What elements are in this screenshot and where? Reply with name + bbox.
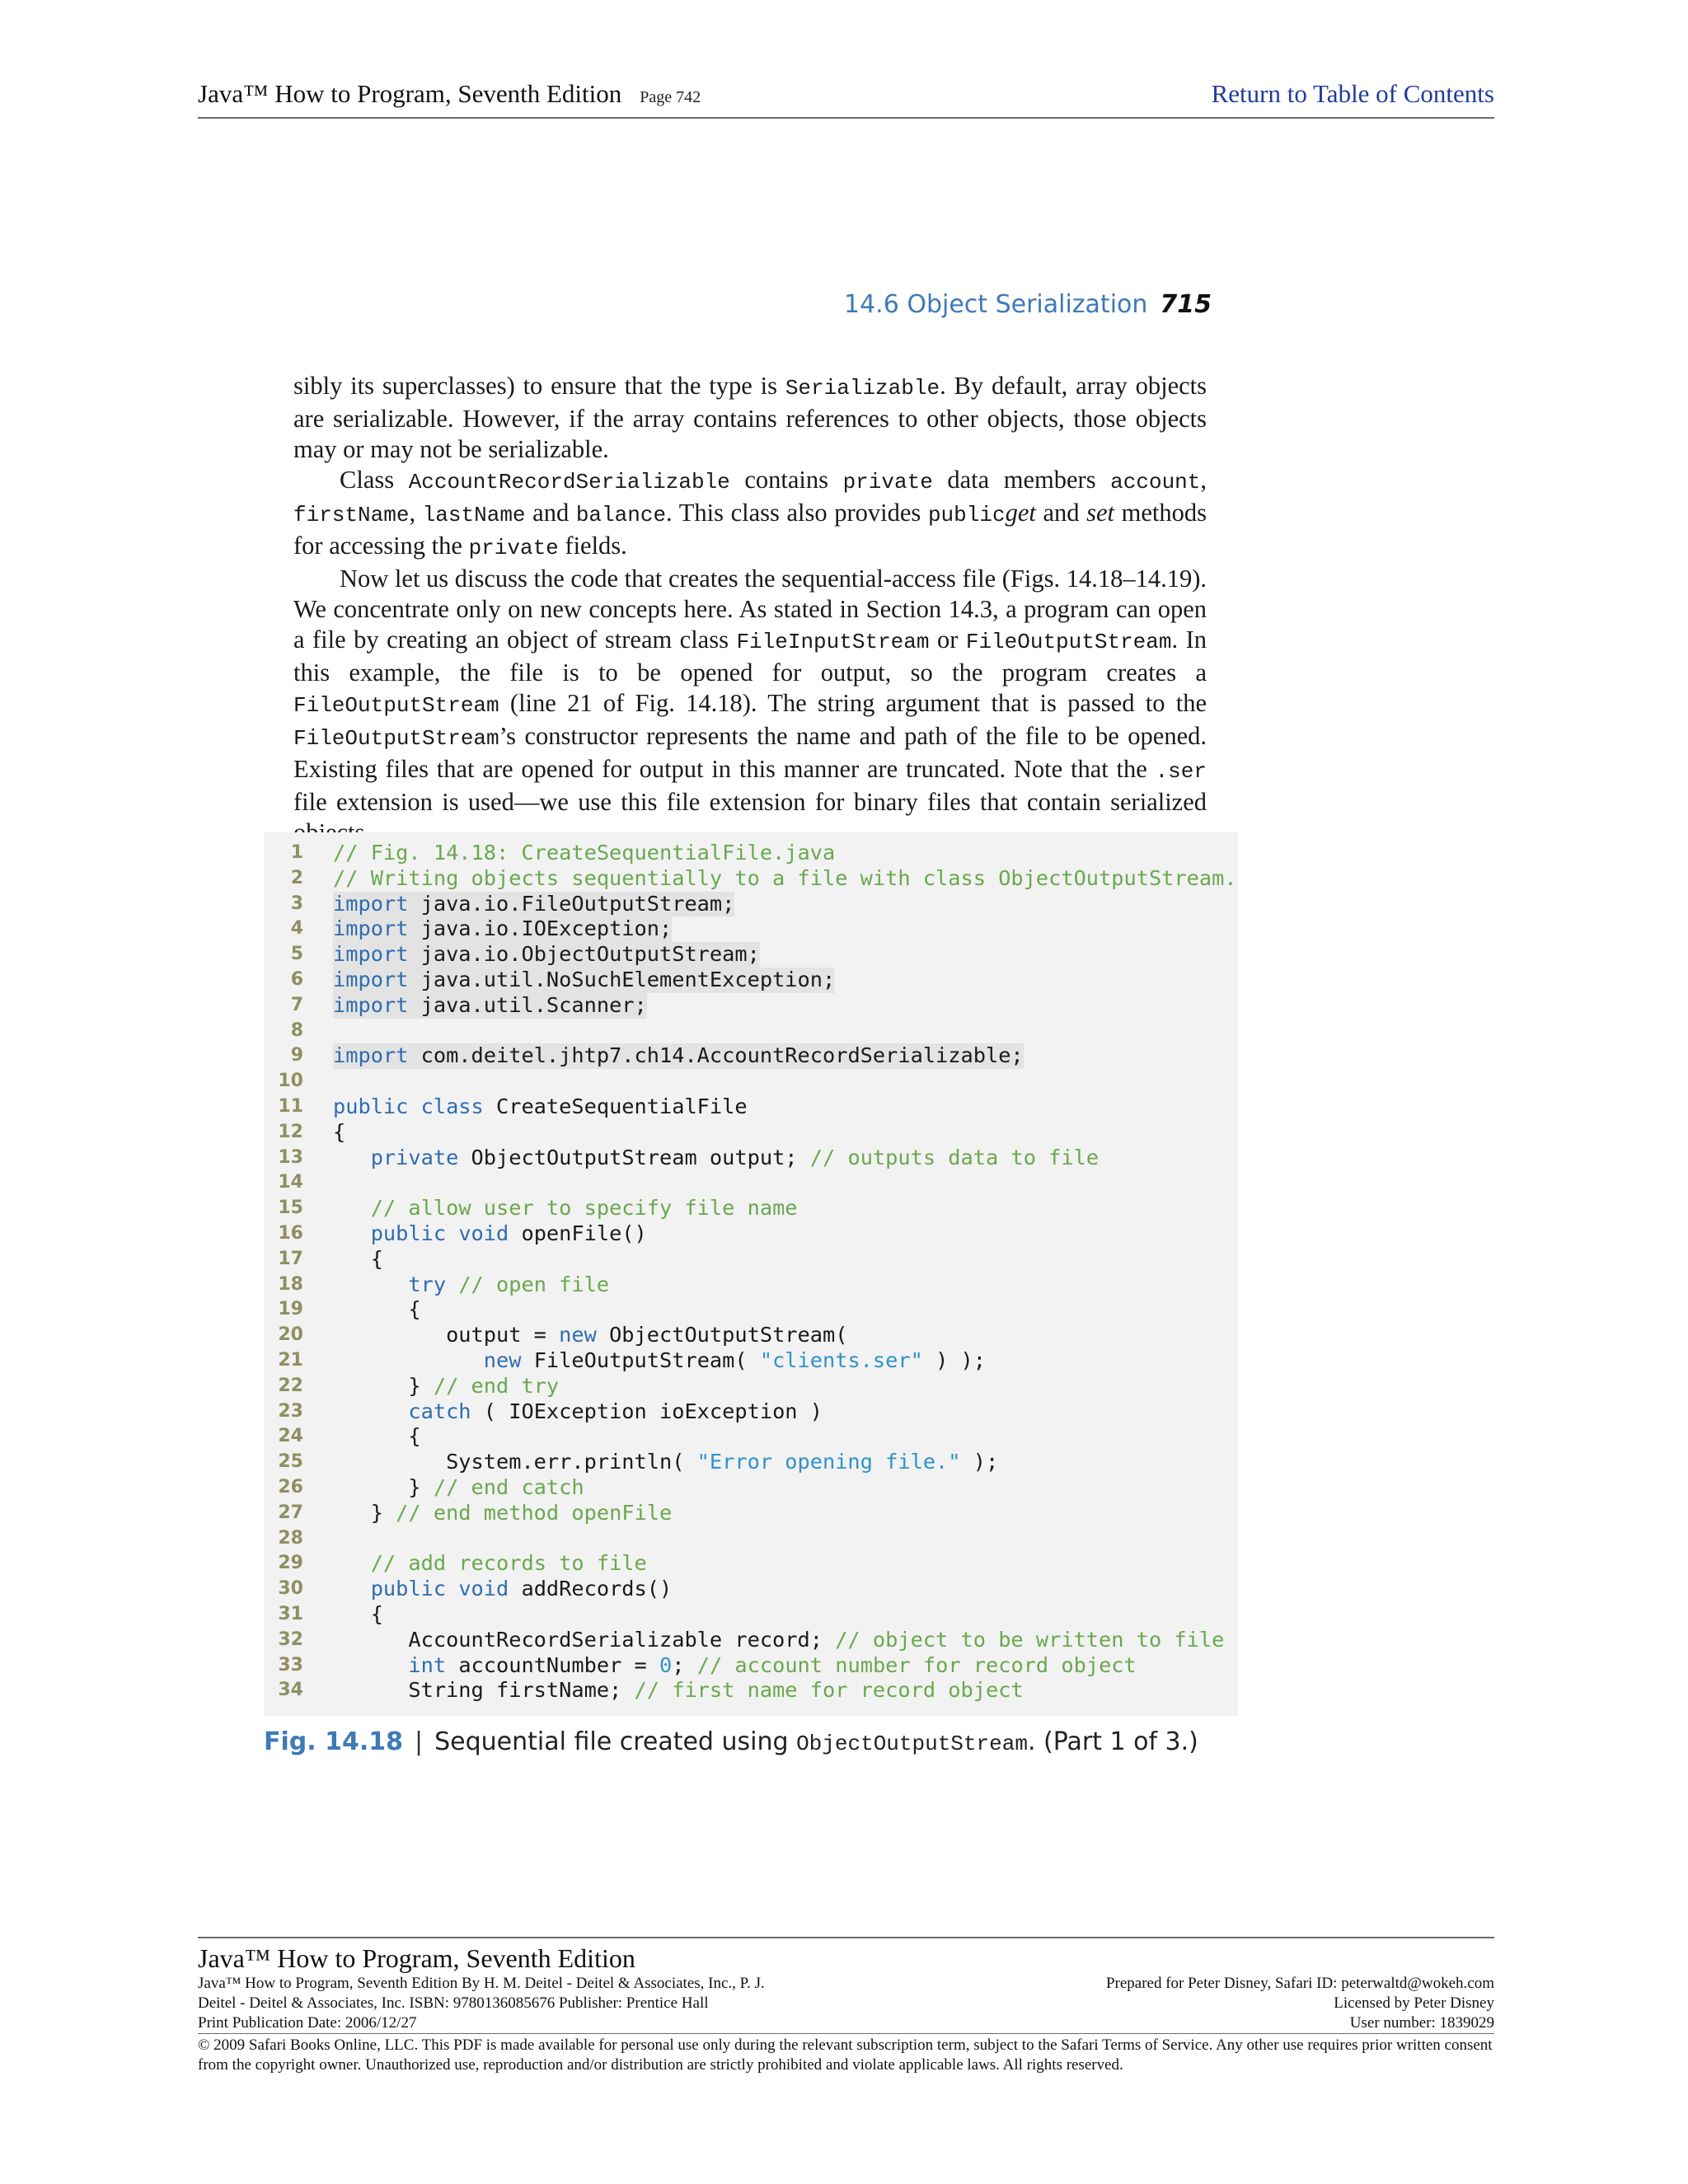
line-number: 23 [278,1400,303,1422]
code-line [264,1475,1238,1501]
inline-code: balance [575,503,667,527]
code-token: ); [960,1450,999,1474]
line-number: 29 [278,1553,303,1574]
code-token: output = [333,1323,560,1347]
inline-code: FileInputStream [736,630,930,654]
code-line [264,1577,1238,1602]
code-line [264,1272,1238,1298]
code-keyword: import [333,916,409,941]
code-line [264,1323,1238,1348]
code-line [264,1653,1238,1679]
footer-left [198,1974,940,2033]
line-number: 14 [278,1172,303,1193]
code-text [333,968,835,993]
caption-text-after: . (Part 1 of 3.) [1027,1727,1198,1756]
code-line [264,1019,1238,1044]
inline-code: .ser [1155,759,1207,784]
code-text [333,1577,672,1602]
code-token: { [333,1119,346,1144]
paragraph-1 [293,371,1207,465]
book-title-header [198,79,701,109]
code-comment: // Fig. 14.18: CreateSequentialFile.java [333,841,836,865]
text-run: and [525,499,576,527]
line-number: 2 [290,867,303,888]
footer-right [917,1974,1494,2033]
text-run: contains [729,466,843,494]
code-text [333,1602,383,1628]
code-comment: // add records to file [370,1551,647,1576]
code-line [264,1678,1238,1704]
text-run: and [1035,499,1087,527]
code-keyword: import [333,992,409,1017]
text-run: fields. [558,532,627,560]
code-text [333,1272,609,1298]
code-token [333,1653,408,1677]
line-number: 20 [278,1324,303,1346]
code-keyword: import [333,942,409,967]
code-token: java.io.IOException; [408,916,673,941]
code-text [333,1551,647,1577]
code-line [264,993,1238,1019]
code-line [264,1374,1238,1399]
text-run: ’s constructor represents the name and path of the file to be opened. Existing files that are opened for output in this manner are truncated. Note that the [293,722,1207,783]
code-comment: // first name for record object [634,1678,1024,1703]
code-token: CreateSequentialFile [483,1094,748,1118]
line-number: 1 [290,842,303,863]
code-line [264,1221,1238,1247]
code-line [264,1170,1238,1196]
figure-caption [264,1727,1198,1756]
code-token: ) ); [922,1347,986,1372]
code-line [264,866,1238,892]
inline-code: AccountRecordSerializable [408,470,730,494]
page-number: 715 [1160,290,1212,319]
code-line [264,1501,1238,1526]
inline-code: Serializable [785,376,940,401]
line-number: 26 [278,1476,303,1497]
inline-code: FileOutputStream [293,693,499,718]
line-number: 30 [278,1578,303,1600]
code-comment: // open file [458,1272,610,1296]
line-number: 27 [278,1502,303,1523]
code-text [333,866,1237,892]
code-line [264,1043,1238,1069]
code-comment: // end try [433,1373,560,1398]
line-number: 10 [278,1071,303,1092]
code-line [264,1551,1238,1577]
code-line [264,1297,1238,1323]
figure-label: Fig. 14.18 [264,1727,403,1756]
code-text [333,1348,986,1374]
text-run: (line 21 of Fig. 14.18). The string argument that is passed to the [499,689,1207,717]
code-keyword: new [559,1323,597,1347]
emphasis-text: get [1005,499,1036,527]
code-token: FileOutputStream( [521,1347,760,1372]
code-text [333,1043,1024,1069]
code-token [333,1221,371,1245]
code-text [333,942,760,968]
code-token: { [333,1424,421,1449]
code-token: AccountRecordSerializable record; [333,1627,836,1652]
code-text [333,1450,998,1475]
code-keyword: public class [333,1094,484,1118]
code-line [264,1120,1238,1146]
code-token: java.util.Scanner; [408,992,647,1017]
inline-code: public [927,503,1006,527]
code-text [333,1146,1099,1171]
code-keyword: try [408,1272,447,1296]
code-text [333,1475,584,1501]
code-text [333,892,734,917]
line-number: 21 [278,1349,303,1371]
code-keyword: public void [370,1221,509,1245]
footer [198,1937,1494,2075]
line-number: 12 [278,1121,303,1142]
text-run: , [1200,466,1207,494]
code-text [333,1221,647,1247]
line-number: 5 [290,944,303,965]
line-number: 16 [278,1222,303,1244]
text-run: data members [932,466,1111,494]
code-token: openFile() [509,1221,647,1245]
code-line [264,841,1238,866]
code-text [333,1297,421,1323]
code-token [333,1146,371,1169]
line-number: 8 [290,1019,303,1041]
code-keyword: int [408,1652,447,1677]
code-token: ObjectOutputStream( [596,1323,848,1347]
code-listing [264,832,1238,1716]
line-number: 17 [278,1248,303,1269]
inline-code: FileOutputStream [293,726,499,751]
code-text [333,1094,748,1120]
copyright-notice: © 2009 Safari Books Online, LLC. This PDF is made available for personal use only during the relevant subscription term, subject to the Safari Terms of Service. Any other use requires prior written consent from the copyright owner. Unauthorized use, reproduction and/or distribution are strictly prohibited and violate applicable laws. All rights reserved. [198,2033,1494,2075]
code-keyword: private [370,1145,459,1169]
code-line [264,968,1238,993]
footer-info [198,1974,1494,2033]
code-literal: "Error opening file." [696,1450,961,1474]
code-text [333,1323,847,1348]
text-run: or [929,626,966,654]
book-title: Java™ How to Program, Seventh Edition [198,79,622,108]
text-run: methods for accessing the [293,499,1207,560]
code-text [333,1501,672,1526]
code-comment: // end catch [433,1474,584,1499]
body-text [293,371,1207,848]
inline-code: account [1110,470,1201,494]
line-number: 33 [278,1654,303,1675]
code-literal: "clients.ser" [759,1347,923,1372]
code-token [333,1272,408,1296]
code-token: ; [672,1652,697,1677]
code-token: System.err.println( [333,1450,697,1474]
code-token: java.io.FileOutputStream; [408,891,735,916]
code-line [264,1196,1238,1221]
text-run: Class [340,466,409,494]
code-token: { [333,1297,421,1322]
code-token: accountNumber = [446,1652,660,1677]
code-token [333,1577,371,1601]
inline-code: firstName [293,503,410,527]
line-number: 3 [290,893,303,914]
line-number: 31 [278,1603,303,1624]
running-header [824,290,1212,323]
code-lines [264,841,1238,1704]
footer-right-line: Prepared for Peter Disney, Safari ID: peterwaltd@wokeh.com [1105,1975,1494,1992]
code-line [264,1399,1238,1425]
code-line [264,916,1238,942]
inline-code: private [468,536,559,560]
footer-left-line: Java™ How to Program, Seventh Edition By H. M. Deitel - Deitel & Associates, Inc., P. J. [198,1975,765,1992]
line-number: 9 [290,1045,303,1066]
code-text [333,1196,798,1221]
code-text [333,1120,345,1146]
line-number: 13 [278,1146,303,1168]
code-keyword: public void [370,1577,509,1601]
code-token: ObjectOutputStream output; [458,1145,810,1169]
code-comment: // object to be written to file [835,1627,1225,1652]
page-label: Page 742 [640,88,701,106]
text-run: , [409,499,423,527]
text-run: Now let us discuss the code that creates the sequential-access file (Figs. 14.18–14.19). We concentrate only on new concepts here. As stated in Section 14.3, a program can open a file by creating an object of stream class [293,565,1207,654]
code-line [264,1628,1238,1653]
code-token: } [333,1474,434,1499]
caption-separator: | [414,1727,424,1756]
code-comment: // account number for record object [696,1652,1137,1677]
line-number: 25 [278,1451,303,1473]
code-text [333,993,647,1019]
code-token [333,1551,371,1575]
code-line [264,1424,1238,1450]
code-line [264,1247,1238,1272]
code-comment: // outputs data to file [809,1145,1100,1169]
line-number: 24 [278,1426,303,1447]
emphasis-text: set [1086,499,1115,527]
line-number: 19 [278,1299,303,1320]
code-token [333,1399,408,1423]
line-number: 34 [278,1680,303,1701]
footer-left-line: Deitel - Deitel & Associates, Inc. ISBN: 9780136085676 Publisher: Prentice Hall [198,1994,709,2012]
code-line [264,1348,1238,1374]
code-text [333,1653,1137,1679]
line-number: 15 [278,1197,303,1219]
code-token: String firstName; [333,1678,635,1703]
code-token: } [333,1373,434,1398]
inline-code: FileOutputStream [965,630,1172,654]
line-number: 4 [290,918,303,940]
caption-text-before: Sequential file created using [434,1727,797,1756]
code-token: ( IOException ioException ) [471,1399,823,1423]
code-comment: // Writing objects sequentially to a file with class ObjectOutputStream. [333,865,1237,890]
code-line [264,1602,1238,1628]
code-line [264,1146,1238,1171]
code-keyword: new [483,1347,522,1372]
code-keyword: catch [408,1399,471,1423]
code-text [333,1374,559,1399]
line-number: 28 [278,1527,303,1549]
caption-text [434,1727,1198,1756]
line-number: 7 [290,994,303,1015]
code-keyword: import [333,891,409,916]
code-token [333,1196,371,1220]
code-token: java.io.ObjectOutputStream; [408,942,760,967]
code-token: com.deitel.jhtp7.ch14.AccountRecordSerializable; [408,1043,1024,1068]
text-run: . In this example, the file is to be opened for output, so the program creates a [293,626,1207,687]
code-token [446,1272,458,1296]
code-keyword: import [333,1043,409,1068]
code-token: { [333,1601,383,1626]
paragraph-3 [293,564,1207,848]
inline-code: private [842,470,933,494]
inline-code: lastName [422,503,526,527]
code-text [333,1247,383,1272]
code-line [264,1526,1238,1552]
code-text [333,1678,1024,1704]
code-line [264,1450,1238,1475]
paragraph-2 [293,465,1207,564]
code-text [333,841,835,866]
line-number: 18 [278,1273,303,1295]
code-line [264,942,1238,968]
code-line [264,1069,1238,1094]
code-text [333,1628,1224,1653]
return-to-toc-link[interactable]: Return to Table of Contents [1211,79,1494,108]
section-title: 14.6 Object Serialization [844,290,1148,319]
line-number: 32 [278,1629,303,1650]
code-token [333,1348,484,1372]
line-number: 6 [290,968,303,990]
line-number: 11 [278,1095,303,1117]
code-text [333,1399,823,1425]
code-text [333,916,672,942]
code-token: java.util.NoSuchElementException; [408,967,836,991]
text-run: sibly its superclasses) to ensure that the type is [293,372,785,400]
footer-right-line: User number: 1839029 [1349,2014,1494,2032]
top-bar [198,76,1494,119]
caption-code: ObjectOutputStream [796,1732,1028,1756]
code-token: addRecords() [509,1577,673,1601]
code-line [264,892,1238,917]
footer-right-line: Licensed by Peter Disney [1334,1994,1494,2012]
line-number: 22 [278,1375,303,1396]
code-text [333,1424,421,1450]
code-line [264,1094,1238,1120]
footer-title: Java™ How to Program, Seventh Edition [198,1943,635,1973]
code-comment: // end method openFile [396,1500,673,1525]
text-run: . This class also provides [666,499,928,527]
code-keyword: import [333,967,409,991]
code-literal: 0 [659,1652,673,1677]
footer-left-line: Print Publication Date: 2006/12/27 [198,2014,417,2032]
code-comment: // allow user to specify file name [370,1196,798,1221]
text-run: . By default, array objects are serializable. However, if the array contains references to other objects, those objects may or may not be serializable. [293,372,1207,463]
code-token: } [333,1500,396,1525]
text-run: file extension is used—we use this file extension for binary files that contain serialized [293,788,1207,816]
code-token: { [333,1246,383,1271]
